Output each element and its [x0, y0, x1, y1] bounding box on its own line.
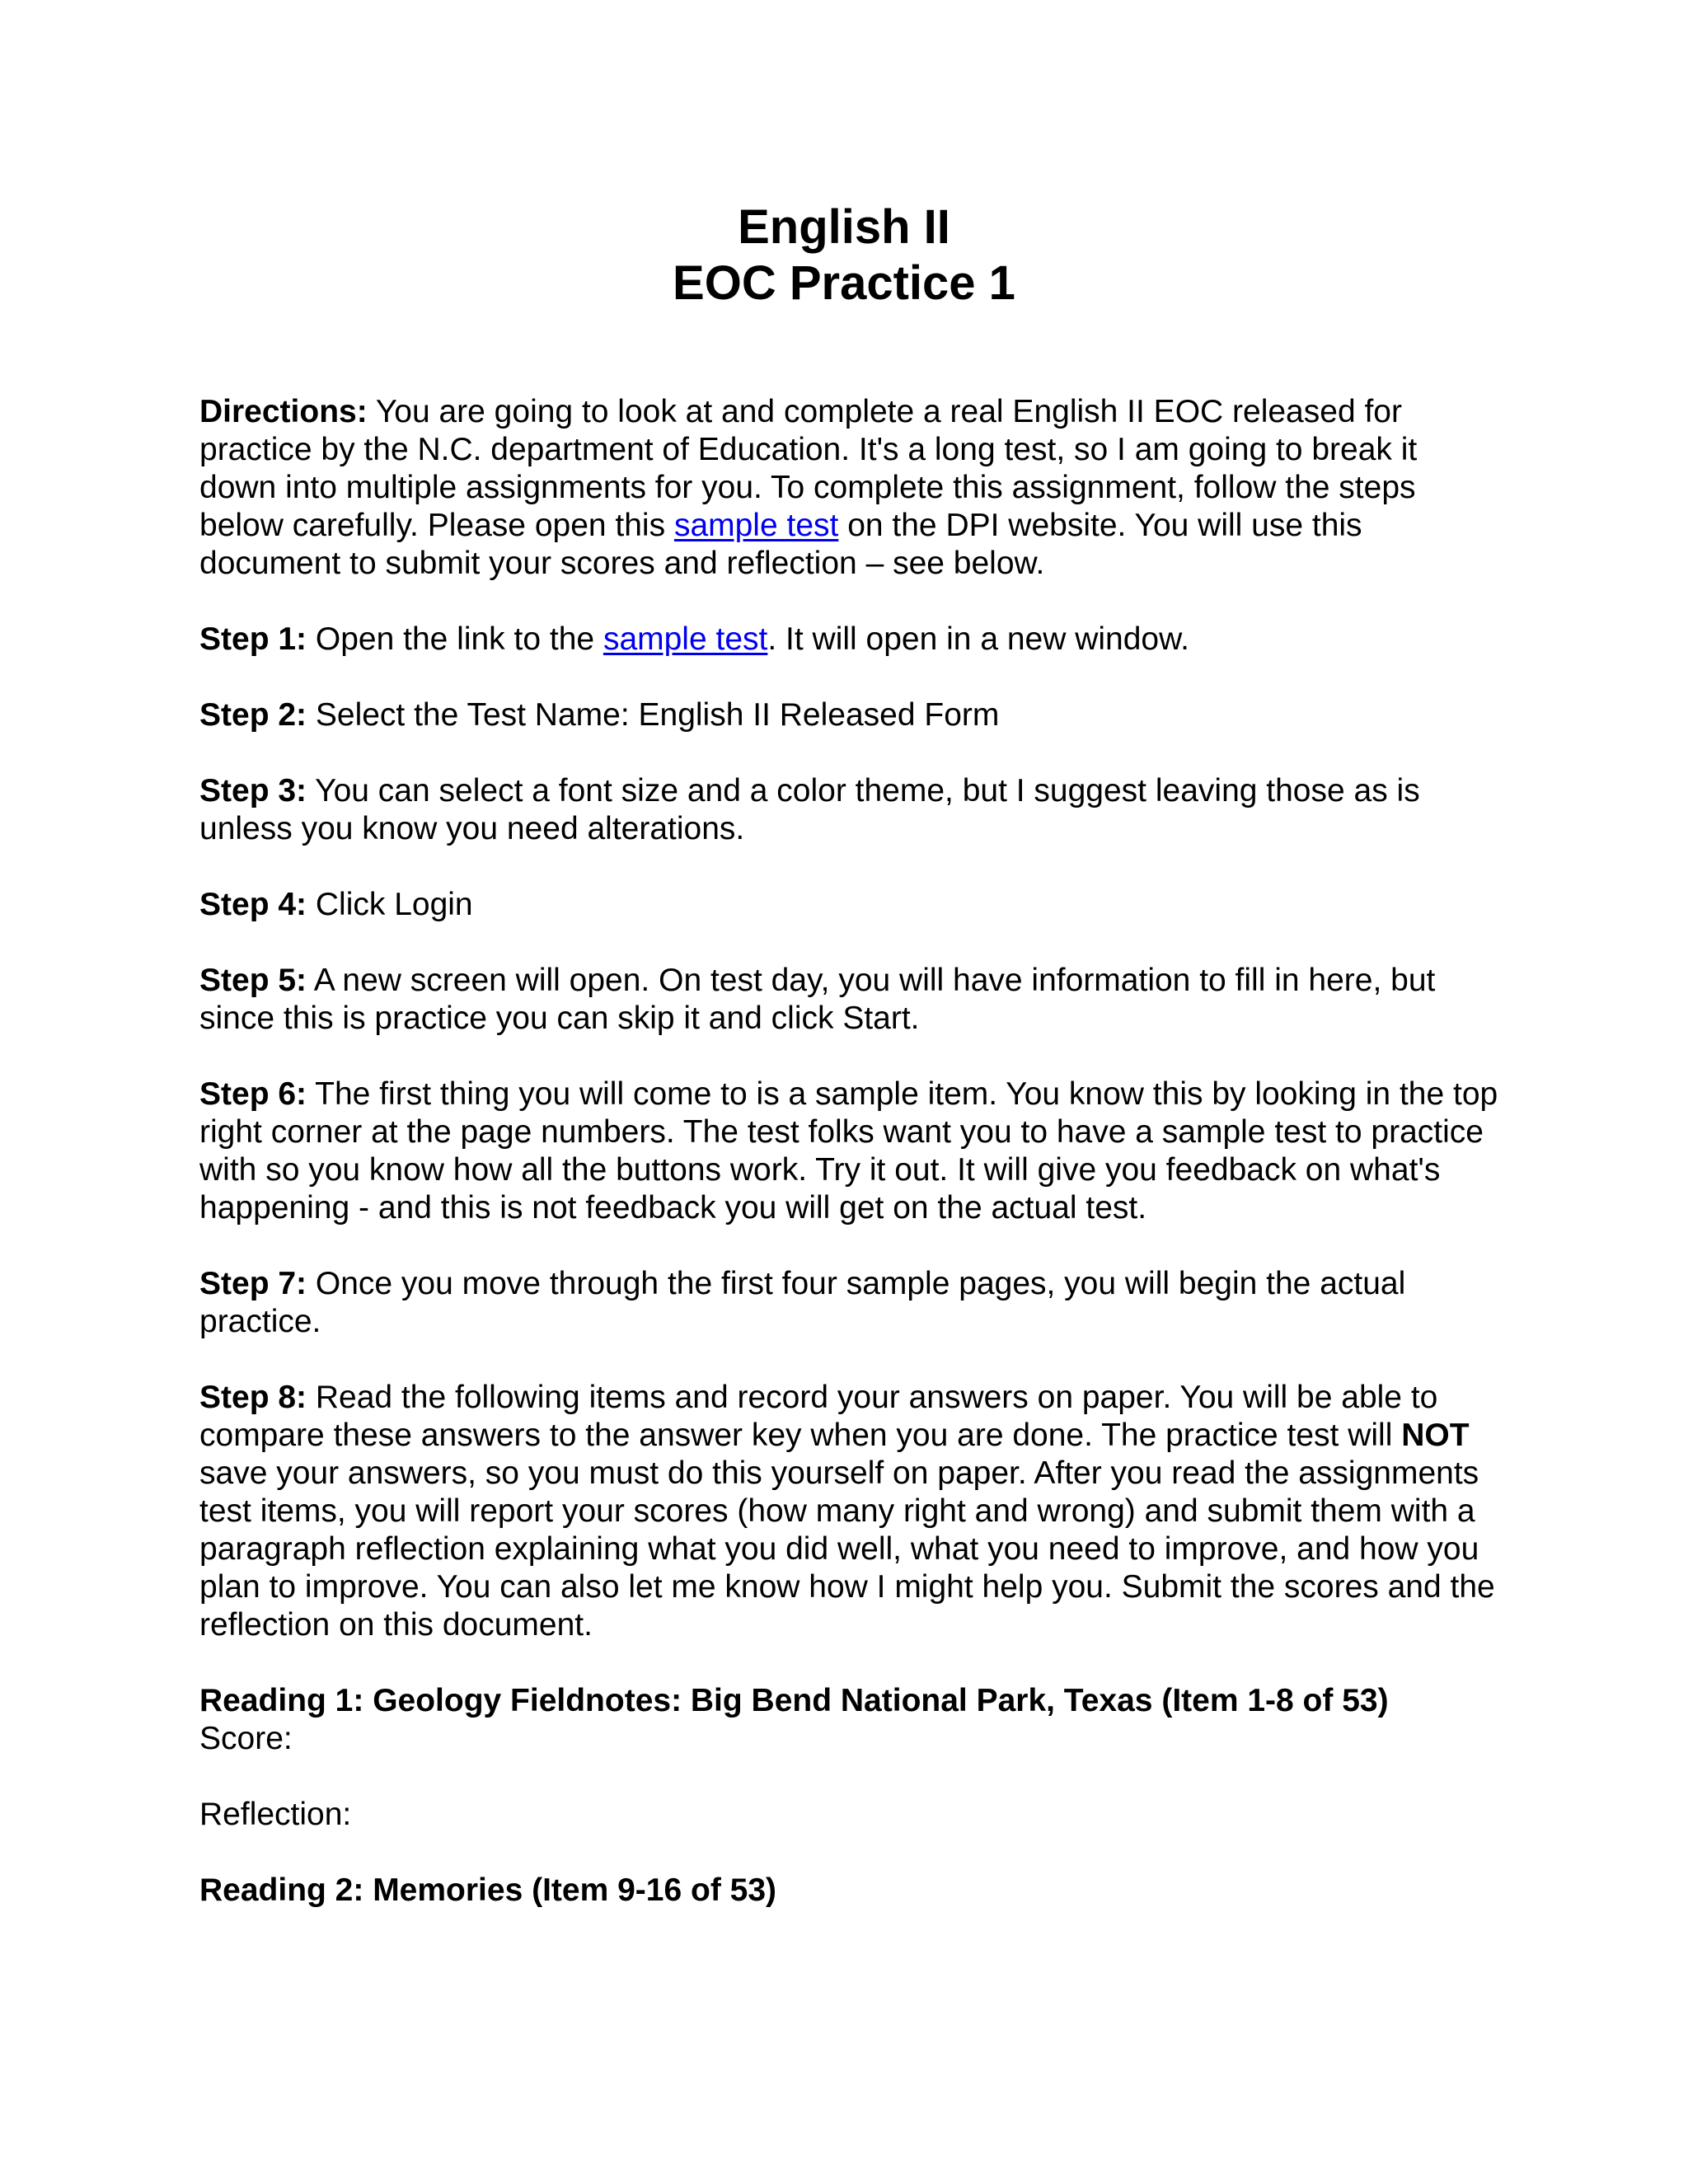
step-8-text-part2: save your answers, so you must do this yourself on paper. After you read the assignments test items, you will report your scores (how many right and wrong) and submit them with a paragraph reflection explaining what you did well, what you need to improve, and how you plan to improve. You can also let me know how I might help you. Submit the scores and the reflection on this document.: [199, 1455, 1495, 1643]
step-8-paragraph: [199, 1379, 1502, 1644]
step-5-text: A new screen will open. On test day, you will have information to fill in here, but since this is practice you can skip it and click Start.: [199, 963, 1436, 1036]
step-7-label: Step 7:: [199, 1266, 307, 1301]
step-2-paragraph: [199, 696, 1502, 734]
step-7-text: Once you move through the first four sample pages, you will begin the actual practice.: [199, 1266, 1406, 1339]
step-4-text: Click Login: [307, 887, 473, 922]
reading-2-heading: Reading 2: Memories (Item 9-16 of 53): [199, 1872, 777, 1908]
step-2-text: Select the Test Name: English II Released Form: [307, 697, 1000, 733]
step-3-label: Step 3:: [199, 773, 307, 808]
step-1-text-before-link: Open the link to the: [307, 621, 603, 657]
directions-text-before-link: You are going to look at and complete a real English II EOC released for practice by the N.C. department of Education. It's a long test, so I am going to break it down into multiple assignments for you. To complete this assignment, follow the steps below carefully. Please open this: [199, 394, 1418, 543]
step-7-paragraph: [199, 1265, 1502, 1341]
step-8-emphasis: NOT: [1401, 1418, 1470, 1453]
step-4-paragraph: [199, 886, 1502, 924]
document-body: [199, 393, 1502, 1910]
step-6-label: Step 6:: [199, 1076, 307, 1112]
step-1-label: Step 1:: [199, 621, 307, 657]
directions-paragraph: [199, 393, 1502, 583]
directions-label: Directions:: [199, 394, 368, 429]
reading-1-heading: Reading 1: Geology Fieldnotes: Big Bend National Park, Texas (Item 1-8 of 53): [199, 1683, 1389, 1718]
step-6-paragraph: [199, 1076, 1502, 1227]
step-5-label: Step 5:: [199, 963, 307, 998]
step-5-paragraph: [199, 962, 1502, 1038]
document-title-line1: English II: [738, 200, 950, 254]
step-4-label: Step 4:: [199, 887, 307, 922]
step-6-text: The first thing you will come to is a sample item. You know this by looking in the top right corner at the page numbers. The test folks want you to have a sample test to practice with so you know how all the buttons work. Try it out. It will give you feedback on what's happening - and this is not feedback you will get on the actual test.: [199, 1076, 1498, 1226]
document-title-line2: EOC Practice 1: [673, 256, 1015, 310]
directions-sample-test-link[interactable]: sample test: [673, 508, 839, 543]
step-8-text-part1: Read the following items and record your answers on paper. You will be able to compare these answers to the answer key when you are done. The practice test will: [199, 1380, 1438, 1453]
step-1-text-after-link: . It will open in a new window.: [767, 621, 1189, 657]
step-3-paragraph: [199, 772, 1502, 848]
step-3-text: You can select a font size and a color theme, but I suggest leaving those as is unless you know you need alterations.: [199, 773, 1420, 846]
directions-text-after-link: on the DPI website. You will use this document to submit your scores and reflection – see below.: [199, 508, 1362, 581]
step-1-paragraph: [199, 621, 1502, 658]
reading-1-score-label: Score:: [199, 1721, 293, 1756]
step-1-sample-test-link[interactable]: sample test: [603, 621, 768, 657]
step-2-label: Step 2:: [199, 697, 307, 733]
step-8-label: Step 8:: [199, 1380, 307, 1415]
reading-1-reflection-label: Reflection:: [199, 1797, 352, 1832]
